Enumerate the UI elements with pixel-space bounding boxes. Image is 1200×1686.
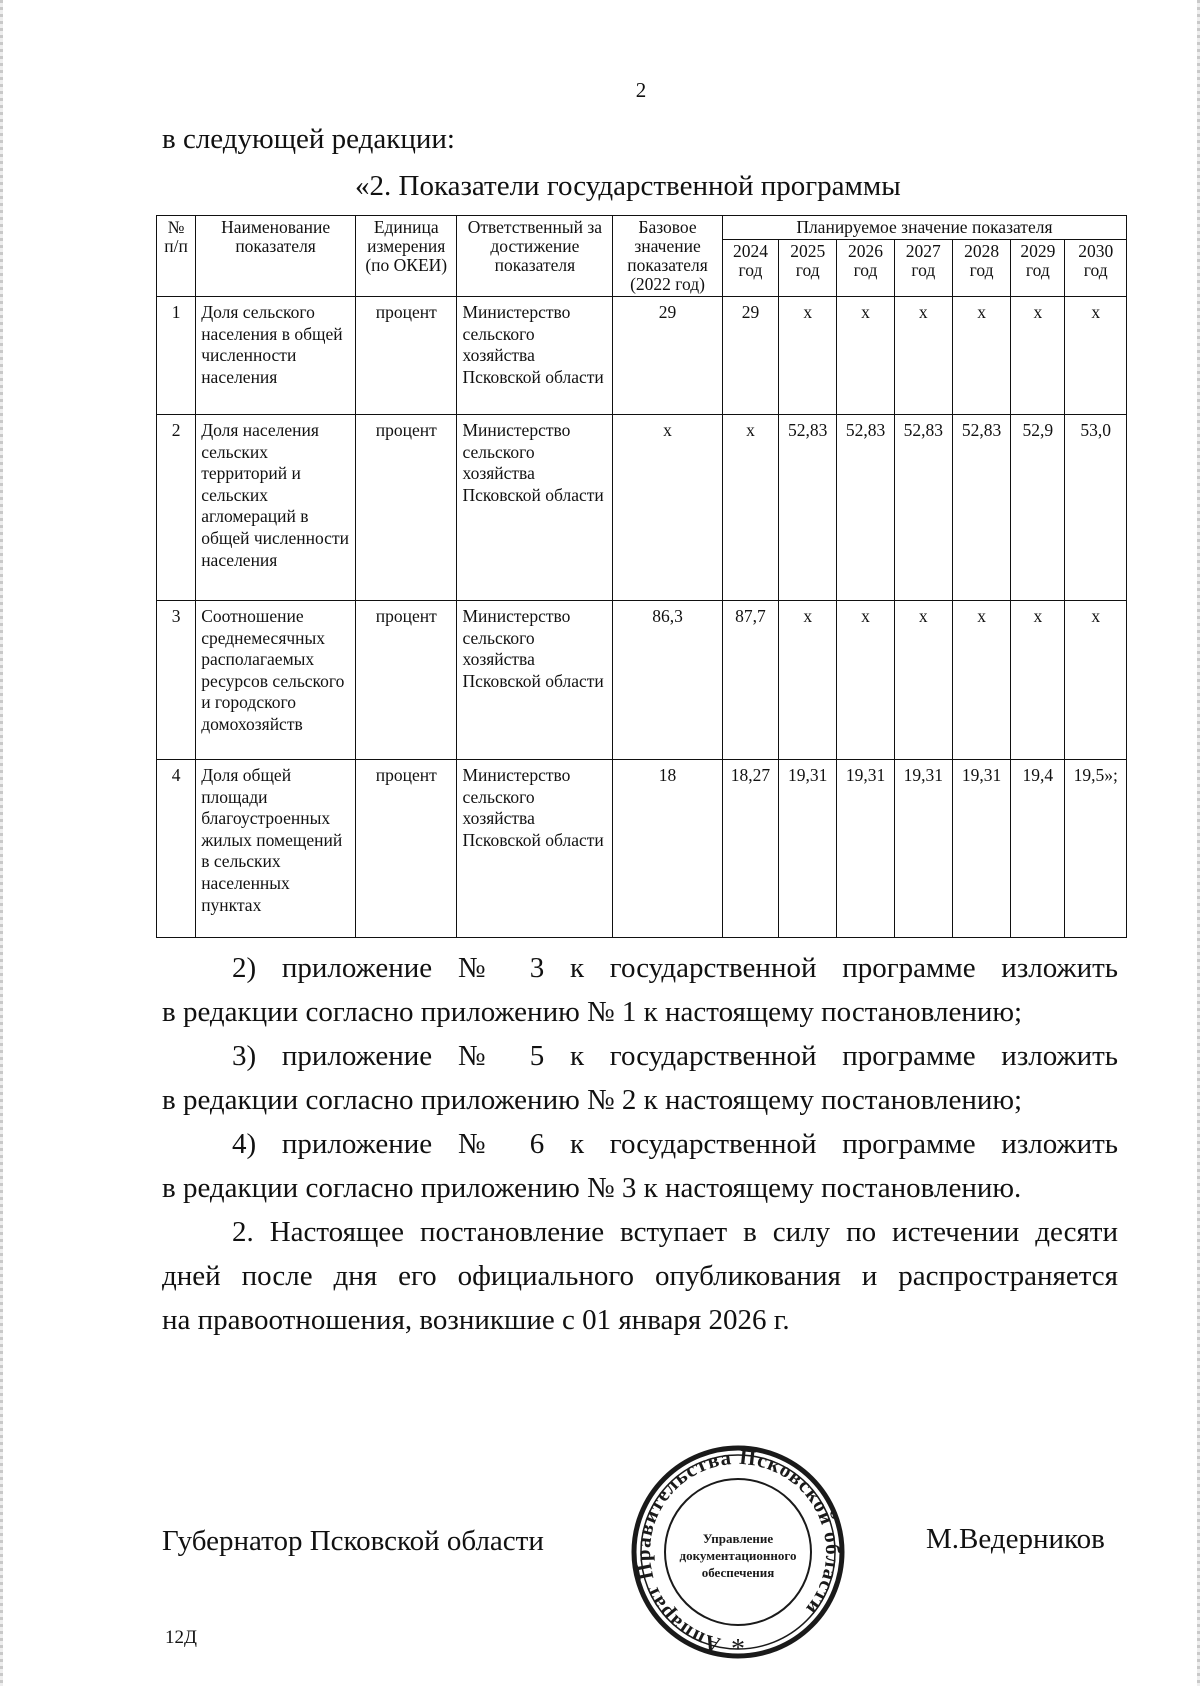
header-year: 2025 год bbox=[779, 240, 837, 297]
row-value: 19,4 bbox=[1011, 760, 1065, 938]
row-value: х bbox=[1011, 601, 1065, 760]
row-unit: процент bbox=[355, 760, 457, 938]
row-value: х bbox=[779, 601, 837, 760]
row-base: х bbox=[613, 415, 723, 601]
row-unit: процент bbox=[355, 415, 457, 601]
header-responsible: Ответственный за достижение показателя bbox=[457, 216, 613, 297]
row-num: 3 bbox=[157, 601, 196, 760]
row-responsible: Министерство сельского хозяйства Псковской области bbox=[457, 760, 613, 938]
row-value: х bbox=[1065, 297, 1127, 415]
row-value: 53,0 bbox=[1065, 415, 1127, 601]
table-row bbox=[157, 760, 1127, 938]
row-base: 86,3 bbox=[613, 601, 723, 760]
row-responsible: Министерство сельского хозяйства Псковской области bbox=[457, 601, 613, 760]
table-title: «2. Показатели государственной программы bbox=[355, 170, 901, 202]
row-value: 87,7 bbox=[722, 601, 778, 760]
row-value: 52,83 bbox=[837, 415, 894, 601]
header-num: № п/п bbox=[157, 216, 196, 297]
row-value: 52,83 bbox=[779, 415, 837, 601]
row-value: 19,31 bbox=[894, 760, 952, 938]
table-row bbox=[157, 297, 1127, 415]
header-year: 2024 год bbox=[722, 240, 778, 297]
seal-inner-line3: обеспечения bbox=[701, 1565, 775, 1580]
row-name: Соотношение среднемесячных располагаемых ресурсов сельского и городского домохозяйств bbox=[196, 601, 356, 760]
seal-outer-text: Аппарат Правительства Псковской области bbox=[630, 1444, 846, 1658]
row-num: 2 bbox=[157, 415, 196, 601]
table-row bbox=[157, 601, 1127, 760]
official-seal bbox=[628, 1440, 848, 1670]
row-value: х bbox=[837, 297, 894, 415]
row-value: х bbox=[894, 297, 952, 415]
paragraph-final: 2. Настоящее постановление вступает в силу по истечении десяти дней после дня его официального опубликования и распространяется на правоотношения, возникшие с 01 января 2026 г. bbox=[162, 1216, 1118, 1336]
row-value: х bbox=[1065, 601, 1127, 760]
row-value: 19,31 bbox=[952, 760, 1010, 938]
footer-code: 12Д bbox=[165, 1627, 197, 1648]
row-value: 19,31 bbox=[837, 760, 894, 938]
paragraph-item-3: 3) приложение № 5 к государственной программе изложить в редакции согласно приложению № 2 к настоящему постановлению; bbox=[162, 1040, 1118, 1116]
row-responsible: Министерство сельского хозяйства Псковской области bbox=[457, 297, 613, 415]
paragraph-item-4: 4) приложение № 6 к государственной программе изложить в редакции согласно приложению № 3 к настоящему постановлению. bbox=[162, 1128, 1118, 1204]
signature-role: Губернатор Псковской области bbox=[162, 1525, 544, 1557]
row-value: х bbox=[837, 601, 894, 760]
row-name: Доля сельского населения в общей численности населения bbox=[196, 297, 356, 415]
paragraph-item-2: 2) приложение № 3 к государственной программе изложить в редакции согласно приложению № 1 к настоящему постановлению; bbox=[162, 952, 1118, 1028]
header-year: 2030 год bbox=[1065, 240, 1127, 297]
seal-inner-line2: документационного bbox=[679, 1548, 797, 1563]
row-value: 52,83 bbox=[894, 415, 952, 601]
header-unit: Единица измерения (по ОКЕИ) bbox=[355, 216, 457, 297]
page-number: 2 bbox=[635, 78, 647, 102]
row-base: 18 bbox=[613, 760, 723, 938]
row-value: 52,9 bbox=[1011, 415, 1065, 601]
row-name: Доля населения сельских территорий и сельских агломераций в общей численности населения bbox=[196, 415, 356, 601]
row-value: х bbox=[779, 297, 837, 415]
intro-text: в следующей редакции: bbox=[162, 123, 455, 155]
row-value: 19,5»; bbox=[1065, 760, 1127, 938]
header-name: Наименование показателя bbox=[196, 216, 356, 297]
header-planned: Планируемое значение показателя bbox=[722, 216, 1126, 240]
row-name: Доля общей площади благоустроенных жилых помещений в сельских населенных пунктах bbox=[196, 760, 356, 938]
row-value: х bbox=[952, 297, 1010, 415]
row-value: 19,31 bbox=[779, 760, 837, 938]
row-unit: процент bbox=[355, 601, 457, 760]
row-num: 1 bbox=[157, 297, 196, 415]
header-year: 2029 год bbox=[1011, 240, 1065, 297]
row-value: 29 bbox=[722, 297, 778, 415]
header-year: 2028 год bbox=[952, 240, 1010, 297]
header-year: 2027 год bbox=[894, 240, 952, 297]
row-value: 18,27 bbox=[722, 760, 778, 938]
table-row bbox=[157, 415, 1127, 601]
row-num: 4 bbox=[157, 760, 196, 938]
signature-name: М.Ведерников bbox=[926, 1523, 1105, 1555]
row-value: х bbox=[722, 415, 778, 601]
header-year: 2026 год bbox=[837, 240, 894, 297]
row-responsible: Министерство сельского хозяйства Псковской области bbox=[457, 415, 613, 601]
seal-inner-line1: Управление bbox=[702, 1531, 774, 1546]
row-value: х bbox=[894, 601, 952, 760]
row-base: 29 bbox=[613, 297, 723, 415]
seal-star-icon: * bbox=[731, 1634, 745, 1665]
header-base: Базовое значение показателя (2022 год) bbox=[613, 216, 723, 297]
row-unit: процент bbox=[355, 297, 457, 415]
indicators-table bbox=[156, 215, 1127, 938]
scan-edge-left bbox=[0, 0, 3, 1686]
row-value: х bbox=[1011, 297, 1065, 415]
row-value: х bbox=[952, 601, 1010, 760]
row-value: 52,83 bbox=[952, 415, 1010, 601]
